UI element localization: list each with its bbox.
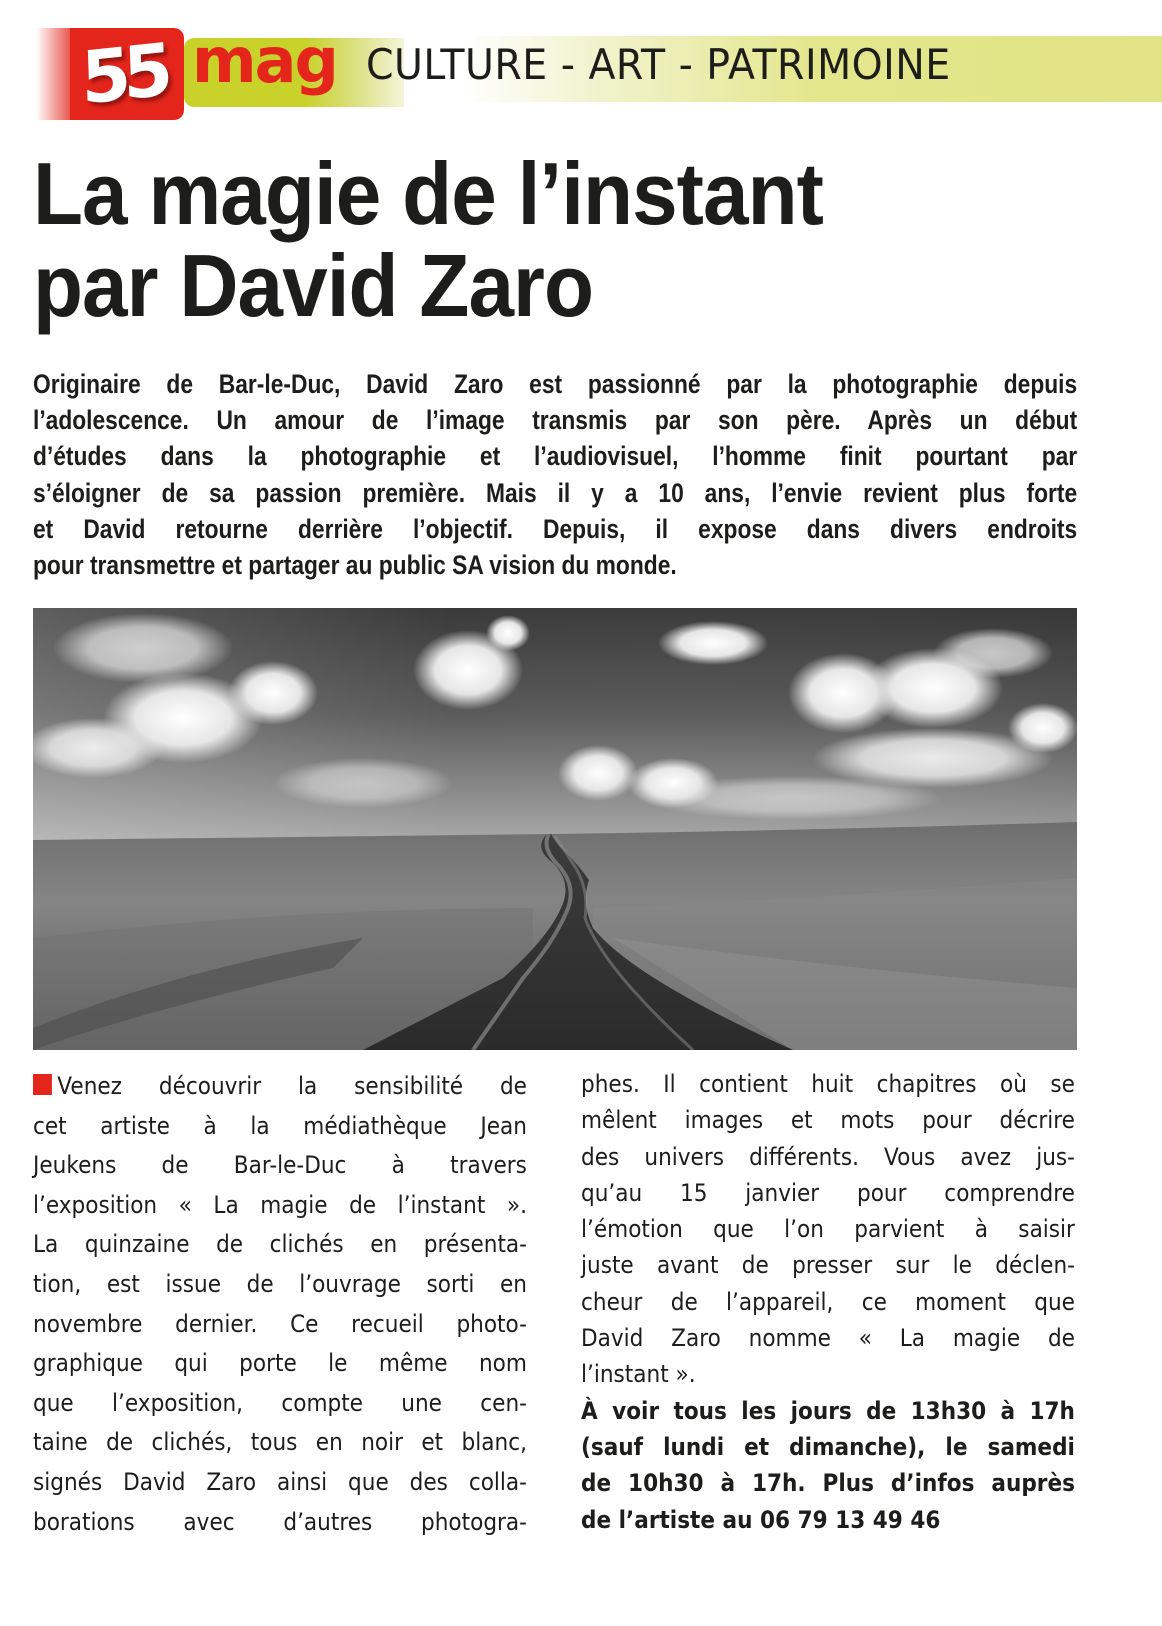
body-line: cheur de l’appareil, ce moment que <box>581 1287 1075 1316</box>
red-square-bullet-icon <box>33 1074 52 1095</box>
intro-line: l’adolescence. Un amour de l’image transmis par son père. Après un début <box>33 405 1078 436</box>
headline-par: par <box>33 236 180 335</box>
intro-paragraph <box>33 366 1077 583</box>
road-landscape-image <box>33 608 1077 1050</box>
article-headline <box>33 144 1133 335</box>
body-line: phes. Il contient huit chapitres où se <box>581 1070 1075 1098</box>
body-line <box>33 1067 527 1107</box>
section-title: CULTURE - ART - PATRIMOINE <box>366 40 951 89</box>
body-line: David Zaro nomme « La magie de <box>581 1324 1075 1353</box>
body-line: qu’au 15 janvier pour comprendre <box>581 1178 1075 1207</box>
headline-line-2 <box>33 236 1056 335</box>
logo-number: 55 <box>79 27 167 121</box>
info-line: À voir tous les jours de 13h30 à 17h <box>581 1396 1075 1425</box>
headline-author: David Zaro <box>179 236 594 335</box>
section-header <box>0 0 1162 125</box>
body-line: graphique qui porte le même nom <box>33 1349 527 1378</box>
info-line-phone: de l’artiste au 06 79 13 49 46 <box>581 1505 941 1534</box>
intro-line: Originaire de Bar-le-Duc, David Zaro est passionné par la photographie depuis <box>33 369 1078 399</box>
body-line: La quinzaine de clichés en présenta- <box>33 1230 527 1259</box>
body-line: taine de clichés, tous en noir et blanc, <box>33 1428 527 1457</box>
body-line: juste avant de presser sur le déclen- <box>581 1251 1075 1280</box>
logo-55-badge <box>70 28 184 120</box>
body-line: mêlent images et mots pour décrire <box>581 1106 1075 1135</box>
body-line: signés David Zaro ainsi que des colla- <box>33 1467 527 1496</box>
body-column-right <box>581 1066 1075 1538</box>
body-column-left <box>33 1067 527 1542</box>
intro-line: d’études dans la photographie et l’audiovisuel, l’homme finit pourtant par <box>33 441 1078 472</box>
info-line: (sauf lundi et dimanche), le samedi <box>581 1432 1075 1461</box>
body-line: novembre dernier. Ce recueil photo- <box>33 1309 527 1338</box>
logo-word: mag <box>192 24 337 97</box>
body-line: l’exposition « La magie de l’instant ». <box>33 1190 527 1219</box>
intro-line: et David retourne derrière l’objectif. Depuis, il expose dans divers endroits <box>33 513 1078 544</box>
body-line: Jeukens de Bar-le-Duc à travers <box>33 1151 527 1180</box>
headline-line-1: La magie de l’instant <box>33 144 823 243</box>
body-line: borations avec d’autres photogra- <box>33 1507 527 1536</box>
body-line: l’instant ». <box>581 1360 696 1389</box>
body-line: cet artiste à la médiathèque Jean <box>33 1111 527 1140</box>
body-line-text: Venez découvrir la sensibilité de <box>57 1072 527 1100</box>
body-line: que l’exposition, compte une cen- <box>33 1388 527 1417</box>
landscape-photo <box>33 608 1077 1050</box>
body-line: l’émotion que l’on parvient à saisir <box>581 1215 1075 1244</box>
body-line: des univers différents. Vous avez jus- <box>581 1142 1075 1171</box>
body-line: tion, est issue de l’ouvrage sorti en <box>33 1269 527 1298</box>
info-line: de 10h30 à 17h. Plus d’infos auprès <box>581 1469 1075 1498</box>
intro-line: s’éloigner de sa passion première. Mais il y a 10 ans, l’envie revient plus forte <box>33 477 1078 508</box>
intro-line: pour transmettre et partager au public SA vision du monde. <box>33 550 677 581</box>
